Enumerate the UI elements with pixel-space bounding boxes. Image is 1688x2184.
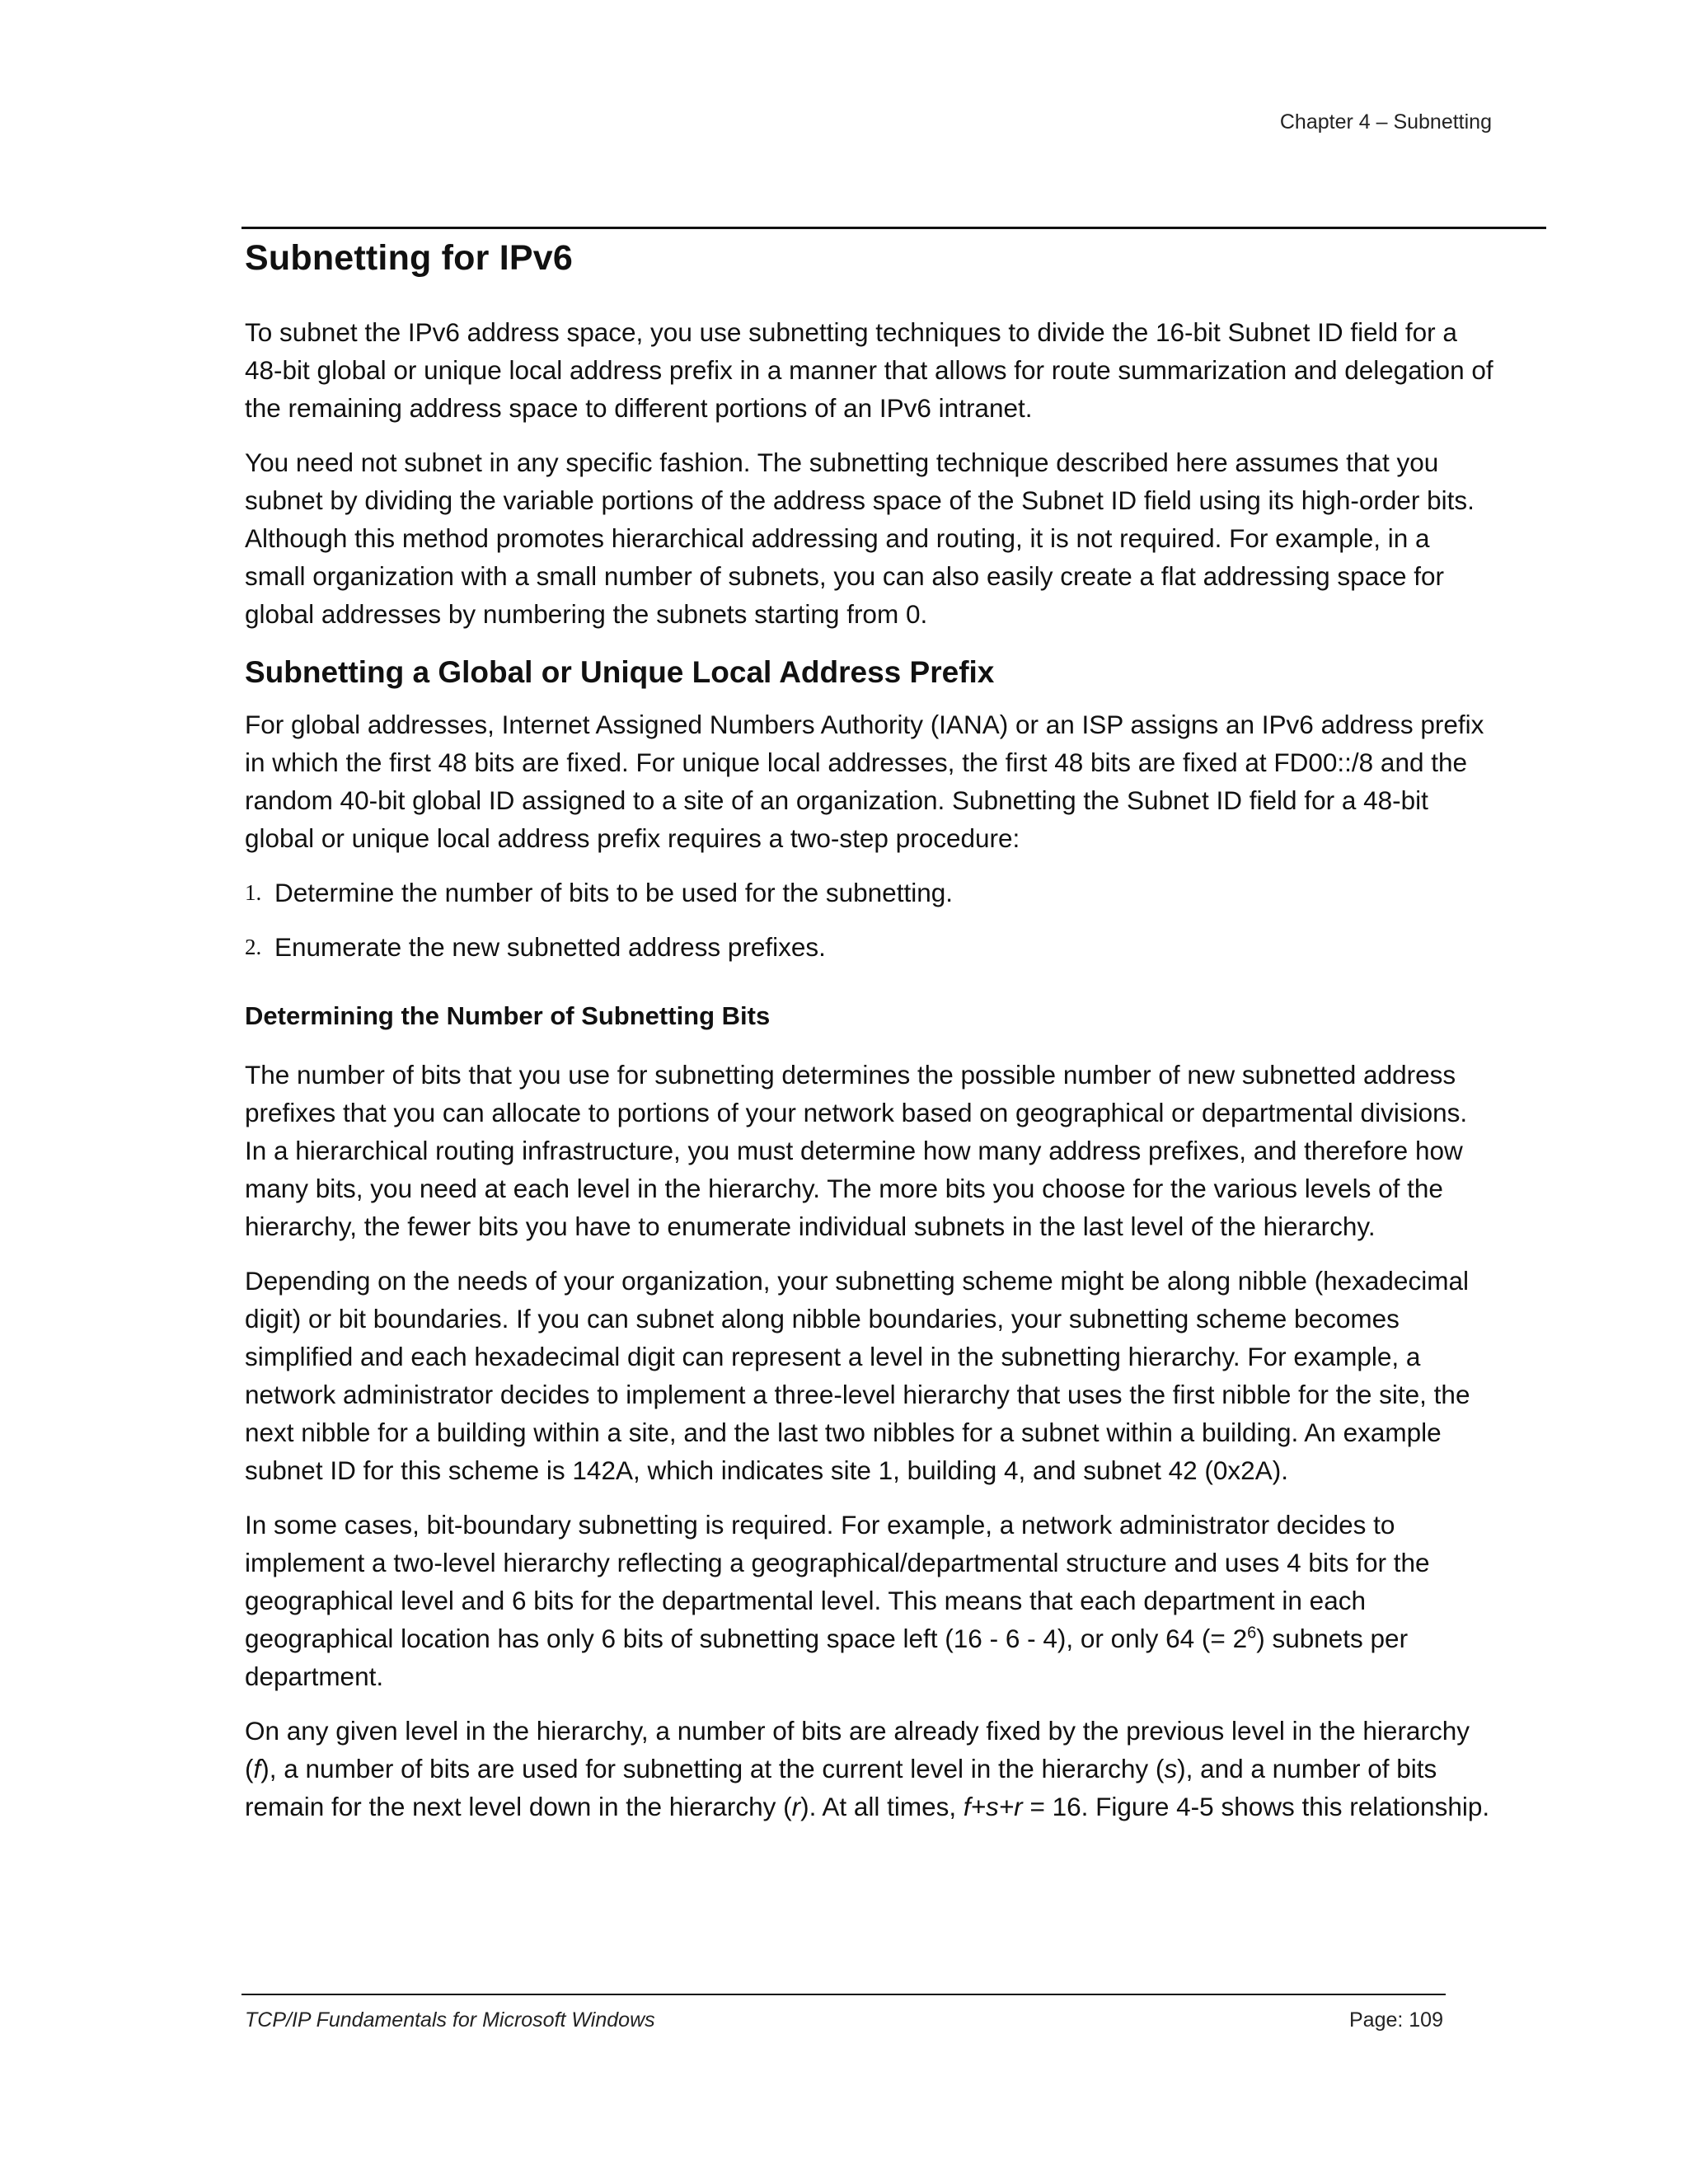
paragraph-text: ) subnets per department. [245, 1624, 1409, 1692]
steps-list [245, 874, 1493, 966]
list-item-number: 2. [245, 934, 262, 959]
footer-page-number: Page: 109 [1349, 2008, 1443, 2032]
paragraph-text: On any given level in the hierarchy, a number of bits are already fixed by the previous level in the hierarchy ( [245, 1716, 1470, 1784]
subsection-paragraph-4 [245, 1712, 1493, 1825]
variable-f: f [253, 1754, 261, 1784]
running-header: Chapter 4 – Subnetting [1279, 110, 1492, 134]
page-content [245, 229, 1493, 1842]
formula: f+s+r [963, 1792, 1023, 1822]
exponent: 6 [1247, 1624, 1257, 1643]
variable-s: s [1164, 1754, 1178, 1784]
paragraph-text: = 16. Figure 4-5 shows this relationship. [1022, 1792, 1490, 1822]
list-item-number: 1. [245, 879, 262, 905]
intro-paragraph-1: To subnet the IPv6 address space, you use subnetting techniques to divide the 16-bit Subnet ID field for a 48-bit global or unique local address prefix in a manner that allows for route summarization and delegation of the remaining address space to different portions of an IPv6 intranet. [245, 316, 1493, 423]
list-item [245, 928, 1493, 966]
section-paragraph-1: For global addresses, Internet Assigned Numbers Authority (IANA) or an ISP assigns an IPv6 address prefix in which the first 48 bits are fixed. For unique local addresses, the first 48 bits are fixed at FD00::/8 and the random 40-bit global ID assigned to a site of an organization. Subnetting the Subnet ID field for a 48-bit global or unique local address prefix requires a two-step procedure: [245, 709, 1484, 853]
footer-rule [241, 1994, 1446, 1995]
list-item-text: Enumerate the new subnetted address prefixes. [274, 931, 826, 962]
footer-book-title: TCP/IP Fundamentals for Microsoft Windows [245, 2008, 655, 2032]
paragraph-text: ), and a number of bits remain for the next level down in the hierarchy ( [245, 1754, 1437, 1822]
page-title: Subnetting for IPv6 [245, 238, 573, 278]
intro-paragraph-2: You need not subnet in any specific fashion. The subnetting technique described here assumes that you subnet by dividing the variable portions of the address space of the Subnet ID field using its high-order bits. Although this method promotes hierarchical addressing and routing, it is not required. For example, in a small organization with a small number of subnets, you can also easily create a flat addressing space for global addresses by numbering the subnets starting from 0. [245, 447, 1475, 629]
list-item-text: Determine the number of bits to be used for the subnetting. [274, 877, 953, 907]
subsection-paragraph-3 [245, 1506, 1493, 1695]
subsection-heading: Determining the Number of Subnetting Bits [245, 1001, 771, 1030]
list-item [245, 874, 1493, 912]
subsection-paragraph-1: The number of bits that you use for subnetting determines the possible number of new subnetted address prefixes that you can allocate to portions of your network based on geographical or departmental divisions. In a hierarchical routing infrastructure, you must determine how many address prefixes, and therefore how many bits, you need at each level in the hierarchy. The more bits you choose for the various levels of the hierarchy, the fewer bits you have to enumerate individual subnets in the last level of the hierarchy. [245, 1060, 1468, 1242]
paragraph-text: ), a number of bits are used for subnetting at the current level in the hierarchy ( [260, 1754, 1165, 1784]
paragraph-text: ). At all times, [800, 1792, 964, 1822]
subsection-paragraph-2: Depending on the needs of your organization, your subnetting scheme might be along nibble (hexadecimal digit) or bit boundaries. If you can subnet along nibble boundaries, your subnetting scheme becomes simplified and each hexadecimal digit can represent a level in the subnetting hierarchy. For example, a network administrator decides to implement a three-level hierarchy that uses the first nibble for the site, the next nibble for a building within a site, and the last two nibbles for a subnet within a building. An example subnet ID for this scheme is 142A, which indicates site 1, building 4, and subnet 42 (0x2A). [245, 1266, 1470, 1486]
section-heading: Subnetting a Global or Unique Local Address Prefix [245, 654, 995, 689]
paragraph-text: In some cases, bit-boundary subnetting is required. For example, a network administrator decides to implement a two-level hierarchy reflecting a geographical/departmental structure and uses 4 bits for the geographical level and 6 bits for the departmental level. This means that each department in each geographical location has only 6 bits of subnetting space left (16 - 6 - 4), or only 64 (= 2 [245, 1510, 1430, 1654]
variable-r: r [791, 1792, 801, 1822]
